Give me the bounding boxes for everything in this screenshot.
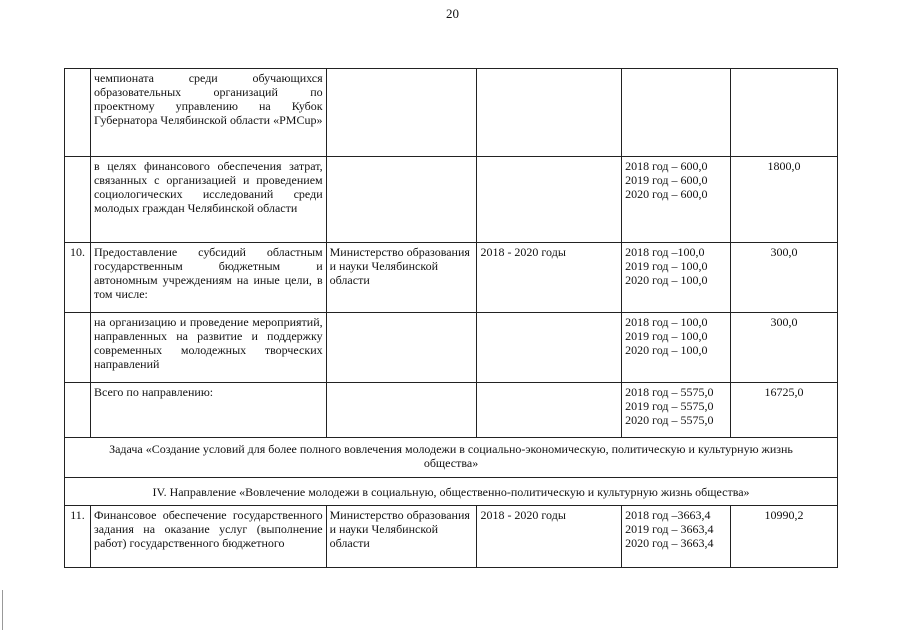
row-description: Финансовое обеспечение государственного задания на оказание услуг (выполнение работ) государственного бюджетного — [90, 506, 326, 568]
row-total: 1800,0 — [731, 157, 838, 243]
row-years — [622, 313, 731, 383]
row-years — [622, 383, 731, 438]
row-description: чемпионата среди обучающихся образовательных организаций по проектному управлению на Кубок Губернатора Челябинской области «PMCup» — [90, 69, 326, 157]
year-amount: 2018 год –3663,4 — [625, 508, 711, 522]
scan-edge-mark — [2, 590, 3, 630]
year-amount: 2020 год – 100,0 — [625, 273, 708, 287]
row-total: 16725,0 — [731, 383, 838, 438]
row-total: 300,0 — [731, 243, 838, 313]
year-amount: 2020 год – 100,0 — [625, 343, 708, 357]
row-period: 2018 - 2020 годы — [477, 506, 622, 568]
row-years — [622, 69, 731, 157]
year-amount: 2018 год – 5575,0 — [625, 385, 714, 399]
row-total: 300,0 — [731, 313, 838, 383]
row-number — [65, 313, 91, 383]
row-number — [65, 383, 91, 438]
row-executor: Министерство образования и науки Челябинской области — [326, 243, 477, 313]
row-executor — [326, 313, 477, 383]
year-amount: 2019 год – 600,0 — [625, 173, 708, 187]
row-period — [477, 313, 622, 383]
row-period: 2018 - 2020 годы — [477, 243, 622, 313]
year-amount: 2020 год – 600,0 — [625, 187, 708, 201]
row-number: 11. — [65, 506, 91, 568]
row-years — [622, 157, 731, 243]
table-row — [65, 157, 838, 243]
row-executor — [326, 383, 477, 438]
row-description: Предоставление субсидий областным государственным бюджетным и автономным учреждениям на иные цели, в том числе: — [90, 243, 326, 313]
row-description: Всего по направлению: — [90, 383, 326, 438]
row-executor: Министерство образования и науки Челябинской области — [326, 506, 477, 568]
table-row — [65, 243, 838, 313]
row-years — [622, 243, 731, 313]
year-amount: 2020 год – 5575,0 — [625, 413, 714, 427]
row-number — [65, 157, 91, 243]
year-amount: 2019 год – 5575,0 — [625, 399, 714, 413]
page-number: 20 — [446, 6, 459, 21]
direction-heading: IV. Направление «Вовлечение молодежи в социальную, общественно-политическую и культурную жизнь общества» — [65, 478, 838, 506]
row-number: 10. — [65, 243, 91, 313]
row-period — [477, 383, 622, 438]
row-total: 10990,2 — [731, 506, 838, 568]
row-description: в целях финансового обеспечения затрат, связанных с организацией и проведением социологических исследований среди молодых граждан Челябинской области — [90, 157, 326, 243]
row-number — [65, 69, 91, 157]
table-row — [65, 506, 838, 568]
task-heading: Задача «Создание условий для более полного вовлечения молодежи в социально-экономическую, политическую и культурную жизнь общества» — [65, 438, 838, 478]
program-table — [64, 68, 838, 568]
year-amount: 2018 год –100,0 — [625, 245, 705, 259]
year-amount: 2019 год – 3663,4 — [625, 522, 714, 536]
table-row — [65, 313, 838, 383]
direction-heading-row — [65, 478, 838, 506]
year-amount: 2019 год – 100,0 — [625, 329, 708, 343]
row-executor — [326, 157, 477, 243]
year-amount: 2018 год – 100,0 — [625, 315, 708, 329]
row-years — [622, 506, 731, 568]
row-total — [731, 69, 838, 157]
row-period — [477, 69, 622, 157]
year-amount: 2020 год – 3663,4 — [625, 536, 714, 550]
table-row — [65, 69, 838, 157]
year-amount: 2019 год – 100,0 — [625, 259, 708, 273]
row-period — [477, 157, 622, 243]
table-row — [65, 383, 838, 438]
task-heading-row — [65, 438, 838, 478]
row-description: на организацию и проведение мероприятий, направленных на развитие и поддержку современных молодежных творческих направлений — [90, 313, 326, 383]
year-amount: 2018 год – 600,0 — [625, 159, 708, 173]
row-executor — [326, 69, 477, 157]
